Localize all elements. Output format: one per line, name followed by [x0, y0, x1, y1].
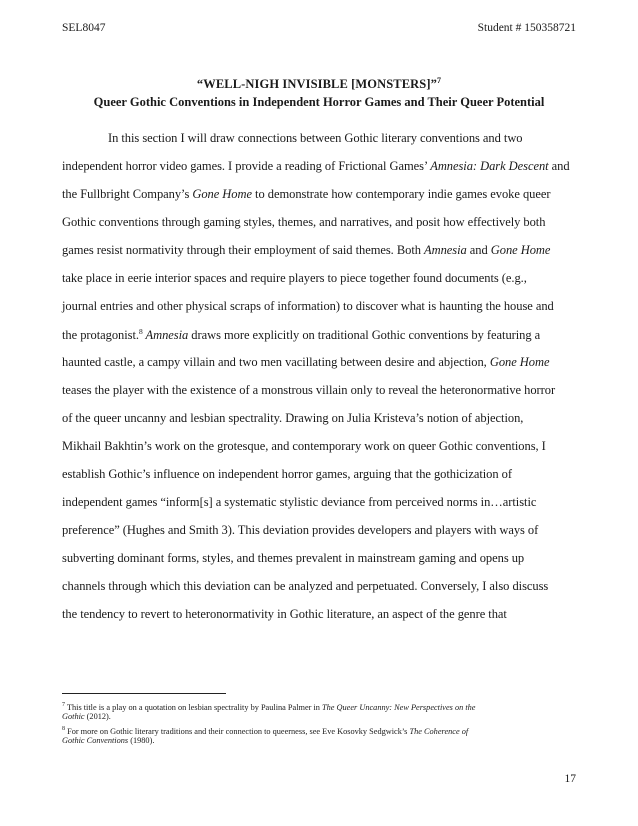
- footnote-7-cont: Gothic (2012).: [62, 712, 111, 721]
- body-line: channels through which this deviation can be analyzed and perpetuated. Conversely, I also discuss: [62, 579, 549, 593]
- body-line: independent games “inform[s] a systematic stylistic deviance from perceived norms in…artistic: [62, 495, 537, 509]
- footnote-ref-7: 7: [436, 76, 442, 85]
- footnote-ref-8: 8: [138, 327, 143, 336]
- body-line: subverting dominant forms, styles, and themes prevalent in mainstream gaming and opens up: [62, 551, 525, 565]
- body-line: In this section I will draw connections between Gothic literary conventions and two: [108, 131, 523, 145]
- footnote-8: $^8$ For more on Gothic literary traditions and their connection to queerness, see Eve Kosovky Sedgwick’s The Coherence of: [62, 726, 469, 736]
- body-line: games resist normativity through their employment of said themes. Both Amnesia and Gone Home: [62, 243, 551, 257]
- body-line: take place in eerie interior spaces and require players to piece together found documents (e.g.,: [62, 271, 527, 285]
- footnote-7: $^7$ This title is a play on a quotation on lesbian spectrality by Paulina Palmer in The Queer Uncanny: New Perspectives on the: [62, 702, 476, 712]
- body-line: independent horror video games. I provide a reading of Frictional Games’ Amnesia: Dark Descent and: [62, 159, 570, 173]
- student-number: Student # 150358721: [477, 22, 576, 34]
- page-number: 17: [564, 773, 576, 785]
- body-line: establish Gothic’s influence on independent horror games, arguing that the gothicization of: [62, 467, 512, 481]
- body-line: haunted castle, a campy villain and two men vacillating between desire and abjection, Gone Home: [62, 355, 550, 369]
- body-line: the protagonist.$^8$ Amnesia draws more explicitly on traditional Gothic conventions by featuring a: [62, 327, 541, 343]
- chapter-title: “WELL-NIGH INVISIBLE [MONSTERS]”$^7$: [196, 76, 442, 92]
- course-code: SEL8047: [62, 22, 106, 34]
- body-line: preference” (Hughes and Smith 3). This deviation provides developers and players with ways of: [62, 523, 539, 537]
- body-line: journal entries and other physical scraps of information) to discover what is haunting the house and: [62, 299, 554, 313]
- footnote-8-cont: Gothic Conventions (1980).: [62, 736, 155, 745]
- page-header: [62, 22, 576, 34]
- body-line: of the queer uncanny and lesbian spectrality. Drawing on Julia Kristeva’s notion of abjection,: [62, 411, 524, 425]
- chapter-subtitle: Queer Gothic Conventions in Independent Horror Games and Their Queer Potential: [93, 95, 545, 109]
- body-line: Mikhail Bakhtin’s work on the grotesque, and contemporary work on queer Gothic conventions, I: [62, 439, 546, 453]
- body-line: Gothic conventions through gaming styles, themes, and narratives, and posit how effectively both: [62, 215, 546, 229]
- body-line: the Fullbright Company’s Gone Home to demonstrate how contemporary indie games evoke queer: [62, 187, 551, 201]
- footnote-divider: [62, 693, 226, 694]
- body-line: the tendency to revert to heteronormativity in Gothic literature, an aspect of the genre that: [62, 607, 507, 621]
- body-line: teases the player with the existence of a monstrous villain only to reveal the heteronormative horror: [62, 383, 556, 397]
